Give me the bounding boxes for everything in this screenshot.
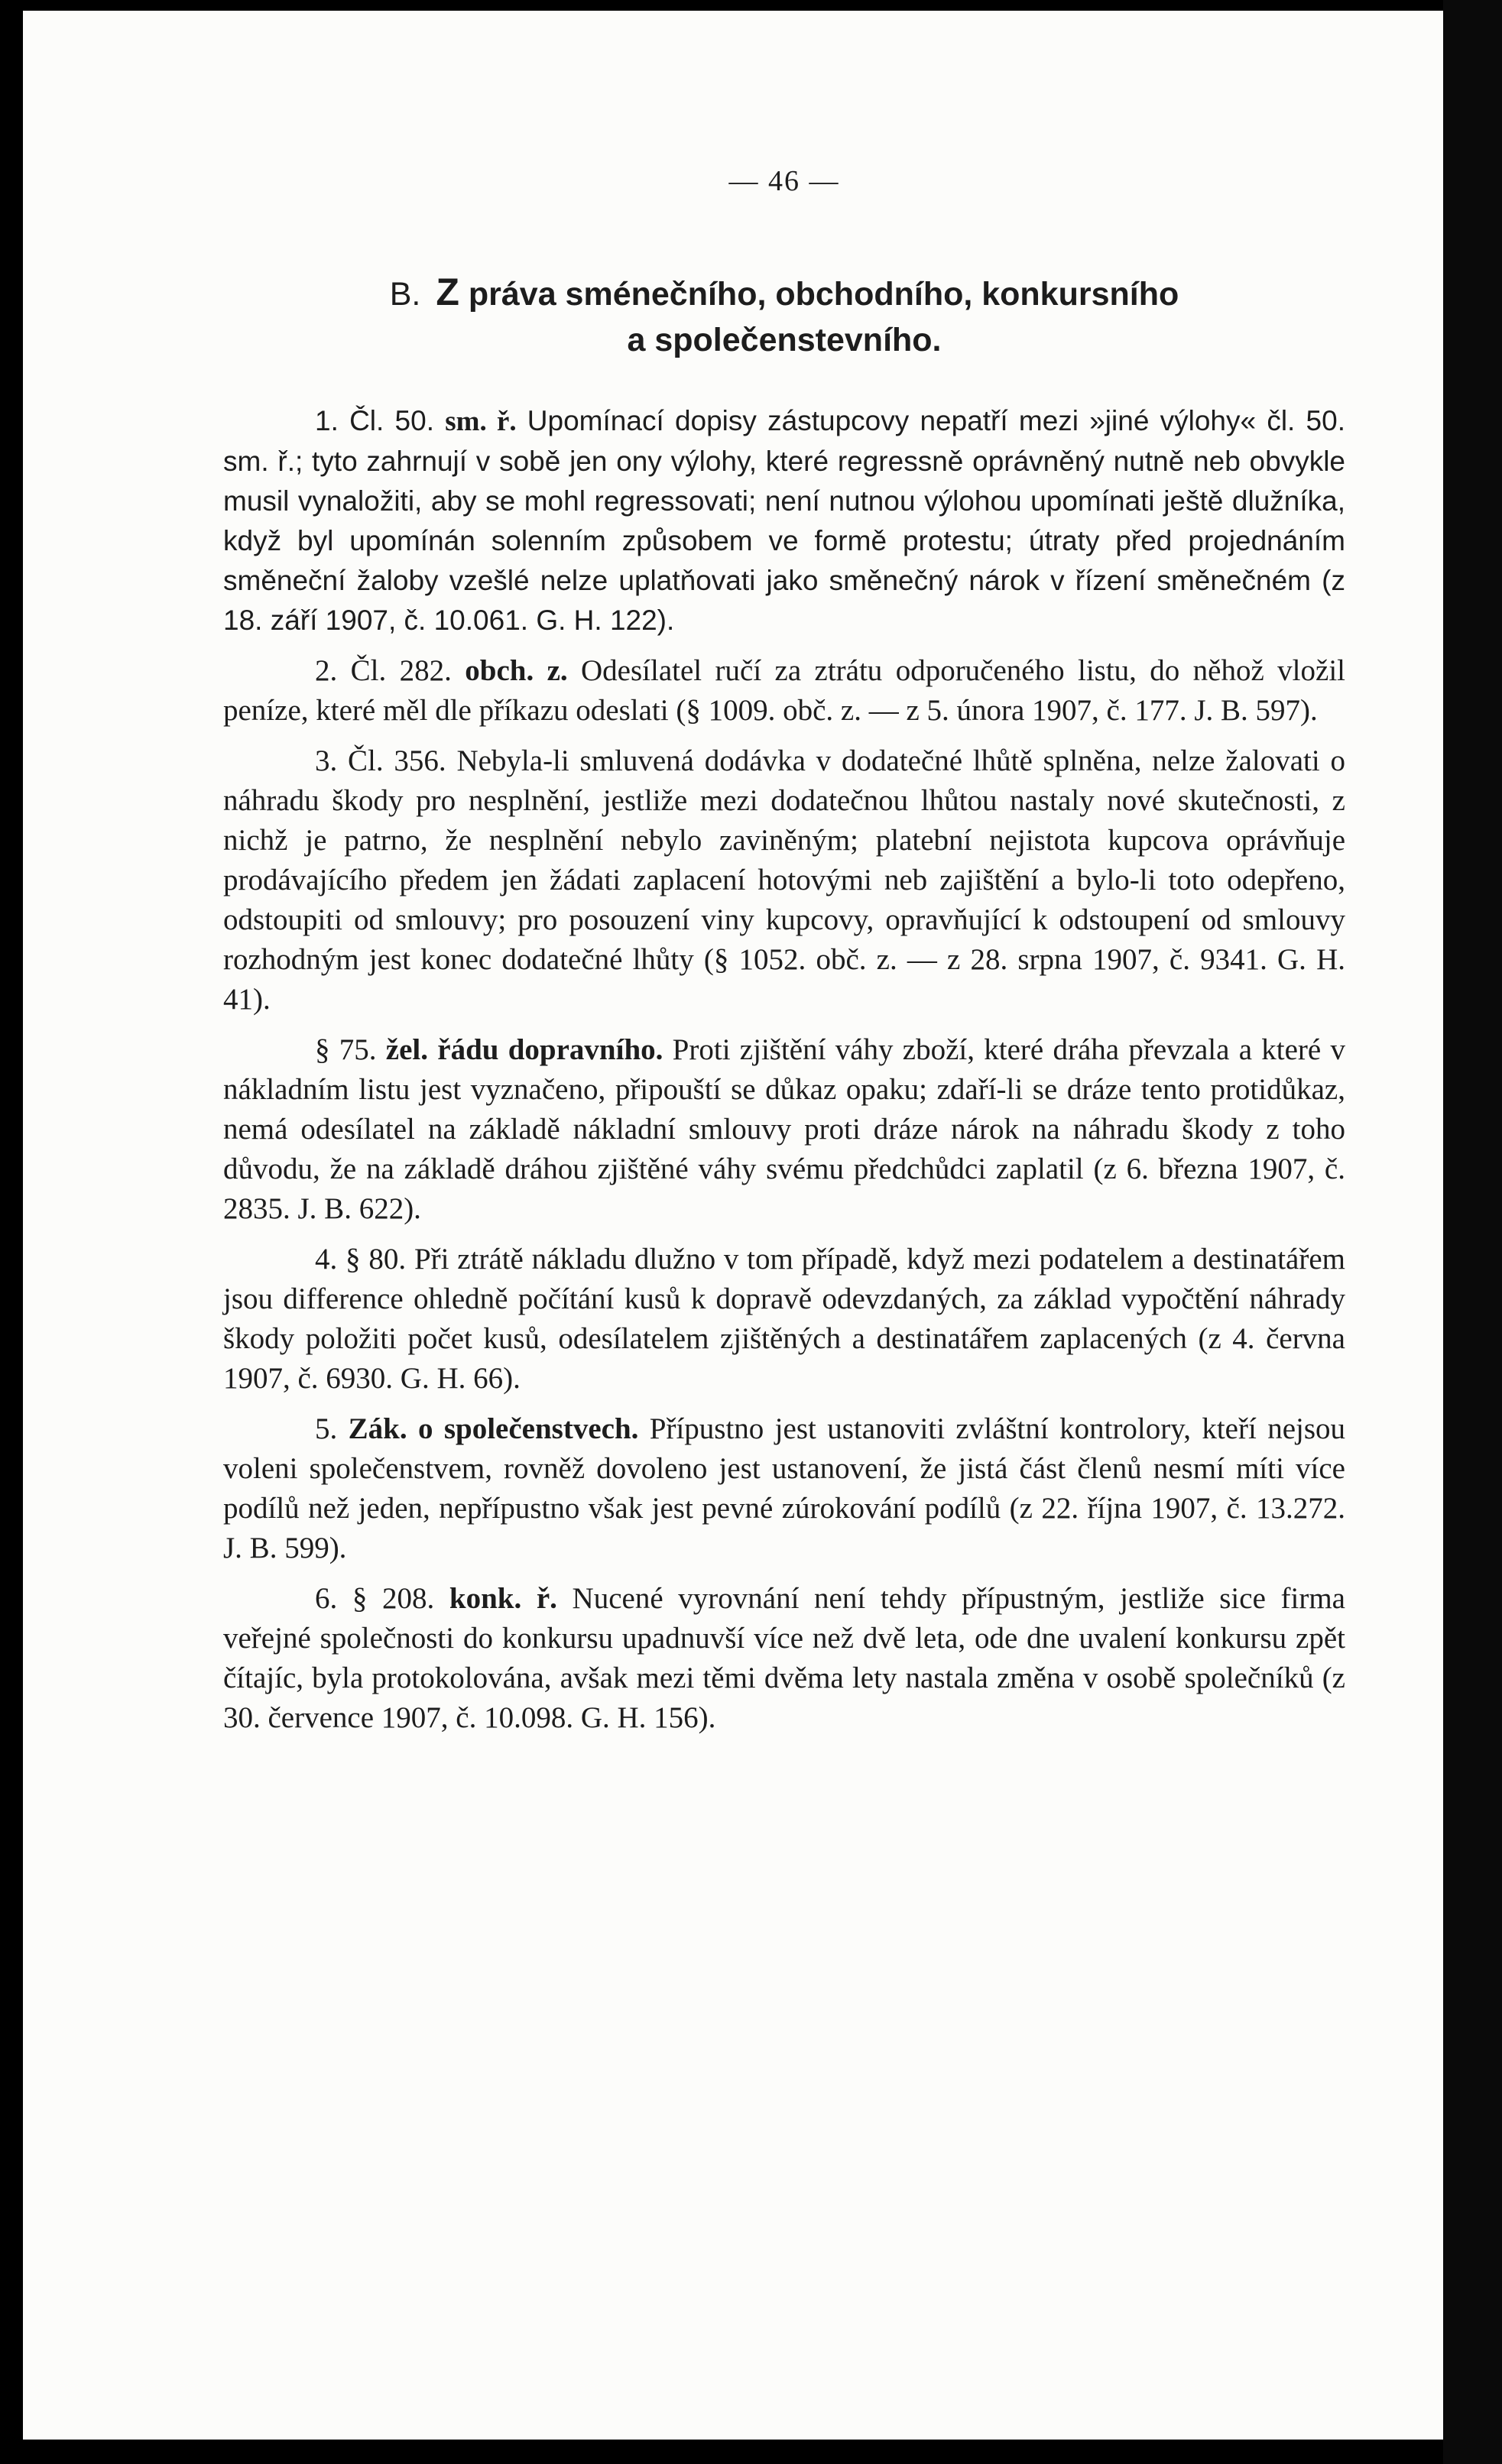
scan-edge-right bbox=[1443, 0, 1502, 2464]
paragraph-1 bbox=[223, 401, 1345, 640]
paragraph-6 bbox=[223, 1409, 1345, 1568]
paragraph-1-ref: sm. ř. bbox=[445, 406, 517, 437]
text-area bbox=[223, 162, 1345, 1749]
paragraph-7-num: 6. § 208. bbox=[315, 1582, 449, 1615]
paragraph-2-text: Odesílatel ručí za ztrátu odporučeného listu, do něhož vložil peníze, které měl dle příkazu odeslati (§ 1009. obč. z. — z 5. února 1907, č. 177. J. B. 597). bbox=[223, 654, 1346, 727]
page-number: — 46 — bbox=[728, 165, 840, 197]
paragraph-4-num: § 75. bbox=[315, 1033, 386, 1066]
paragraph-1-num: 1. Čl. 50. bbox=[315, 405, 446, 436]
paragraph-5 bbox=[223, 1240, 1345, 1399]
paragraph-4 bbox=[223, 1030, 1345, 1229]
paragraph-6-text: Přípustno jest ustanoviti zvláštní kontrolory, kteří nejsou voleni společenstvem, rovněž dovoleno jest ustanovení, že jistá část členů nesmí míti více podílů než jeden, nepřípustno však jest pevné zúrokování podílů (z 22. října 1907, č. 13.272. J. B. 599). bbox=[223, 1412, 1346, 1564]
heading-line-2: a společenstevního. bbox=[627, 322, 942, 358]
heading-letter: B. bbox=[389, 276, 421, 313]
paragraph-2-ref: obch. z. bbox=[465, 654, 568, 687]
heading-z: Z bbox=[436, 271, 459, 313]
paragraph-3 bbox=[223, 741, 1345, 1020]
paragraph-7-ref: konk. ř. bbox=[449, 1582, 557, 1615]
section-heading bbox=[223, 269, 1345, 363]
paragraph-4-text: Proti zjištění váhy zboží, které dráha převzala a které v nákladním listu jest vyznačeno, připouští se důkaz opaku; zdaří-li se dráze tento protidůkaz, nemá odesílatel na základě nákladní smlouvy proti dráze nárok na náhradu škody z toho důvodu, že na základě dráhou zjištěné váhy svému předchůdci zaplatil (z 6. března 1907, č. 2835. J. B. 622). bbox=[223, 1033, 1345, 1225]
paragraph-3-num: 3. Čl. 356. bbox=[315, 744, 457, 777]
heading-line-1 bbox=[223, 269, 1345, 317]
paragraph-6-num: 5. bbox=[315, 1412, 349, 1445]
paragraph-4-ref: žel. řádu dopravního. bbox=[385, 1033, 663, 1066]
paragraph-6-ref: Zák. o společenstvech. bbox=[348, 1412, 639, 1445]
paragraph-5-num: 4. § 80. bbox=[315, 1243, 414, 1276]
paragraph-2-num: 2. Čl. 282. bbox=[315, 654, 466, 687]
paragraph-3-text: Nebyla-li smluvená dodávka v dodatečné lhůtě splněna, nelze žalovati o náhradu škody pro nesplnění, jestliže mezi dodatečnou lhůtou nastaly nové skutečnosti, z nichž je patrno, že nesplnění nebylo zaviněným; platební nejistota kupcova oprávňuje prodávajícího předem jen žádati zaplacení hotovými neb zajištění a bylo-li toto odepřeno, odstoupiti od smlouvy; pro posouzení viny kupcovy, opravňující k odstoupení od smlouvy rozhodným jest konec dodatečné lhůty (§ 1052. obč. z. — z 28. srpna 1907, č. 9341. G. H. 41). bbox=[223, 744, 1345, 1016]
paragraph-5-text: Při ztrátě nákladu dlužno v tom případě, když mezi podatelem a destinatářem jsou difference ohledně počítání kusů k dopravě odevzdaných, za základ vypočtění náhrady škody položiti počet kusů, odesílatelem zjištěných a destinatářem zaplacených (z 4. června 1907, č. 6930. G. H. 66). bbox=[223, 1243, 1345, 1395]
paragraph-2 bbox=[223, 651, 1345, 731]
paragraph-1-text: Upomínací dopisy zástupcovy nepatří mezi »jiné výlohy« čl. 50. sm. ř.; tyto zahrnují v sobě jen ony výlohy, které regressně oprávněný nutně neb obvykle musil vynaložiti, aby se mohl regressovati; není nutnou výlohou upomínati ještě dlužníka, když byl upomínán solenním způsobem ve formě protestu; útraty před projednáním směneční žaloby vzešlé nelze uplatňovati jako směnečný nárok v řízení směnečném (z 18. září 1907, č. 10.061. G. H. 122). bbox=[223, 405, 1345, 636]
paragraph-7-text: Nucené vyrovnání není tehdy přípustným, jestliže sice firma veřejné společnosti do konkursu upadnuvší více než dvě leta, ode dne uvalení konkursu zpět čítajíc, byla protokolována, avšak mezi těmi dvěma lety nastala změna v osobě společníků (z 30. července 1907, č. 10.098. G. H. 156). bbox=[223, 1582, 1345, 1734]
paragraph-7 bbox=[223, 1579, 1345, 1738]
document-page bbox=[23, 11, 1443, 2440]
heading-line-1-rest: práva sménečního, obchodního, konkursního bbox=[459, 276, 1179, 313]
